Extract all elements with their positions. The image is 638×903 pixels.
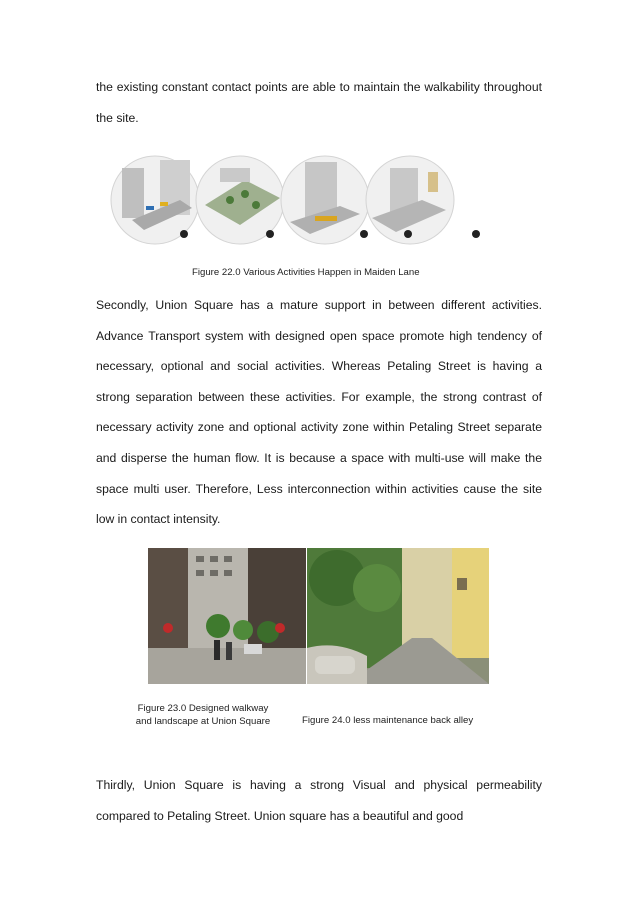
figure-24-photo (307, 548, 489, 684)
figure-22-caption: Figure 22.0 Various Activities Happen in Maiden Lane (192, 267, 420, 278)
figure-23-caption-line2: and landscape at Union Square (135, 716, 271, 727)
figure-23-caption (127, 702, 279, 728)
figure-24-caption: Figure 24.0 less maintenance back alley (302, 715, 474, 726)
activity-diagrams-svg (110, 150, 500, 250)
paragraph-thirdly: Thirdly, Union Square is having a strong Visual and physical permeability compared to Petaling Street. Union square has a beautiful and good (96, 778, 542, 823)
figure-22-diagram (110, 150, 500, 250)
figure-23-caption-line1: Figure 23.0 Designed walkway (137, 703, 269, 714)
paragraph-secondly: Secondly, Union Square has a mature support in between different activities. Advance Transport system with designed open space promote high tendency of necessary, optional and social activities. Whereas Petaling Street is having a strong separation between these activities. For example, the strong contrast of necessary activity zone and optional activity zone within Petaling Street separate and disperse the human flow. It is because a space with multi-use will make the space multi user. Therefore, Less interconnection within activities cause the site low in contact intensity. (96, 298, 542, 527)
figure-23-photo (148, 548, 306, 684)
paragraph-continuation: the existing constant contact points are able to maintain the walkability throughout the site. (96, 80, 542, 125)
